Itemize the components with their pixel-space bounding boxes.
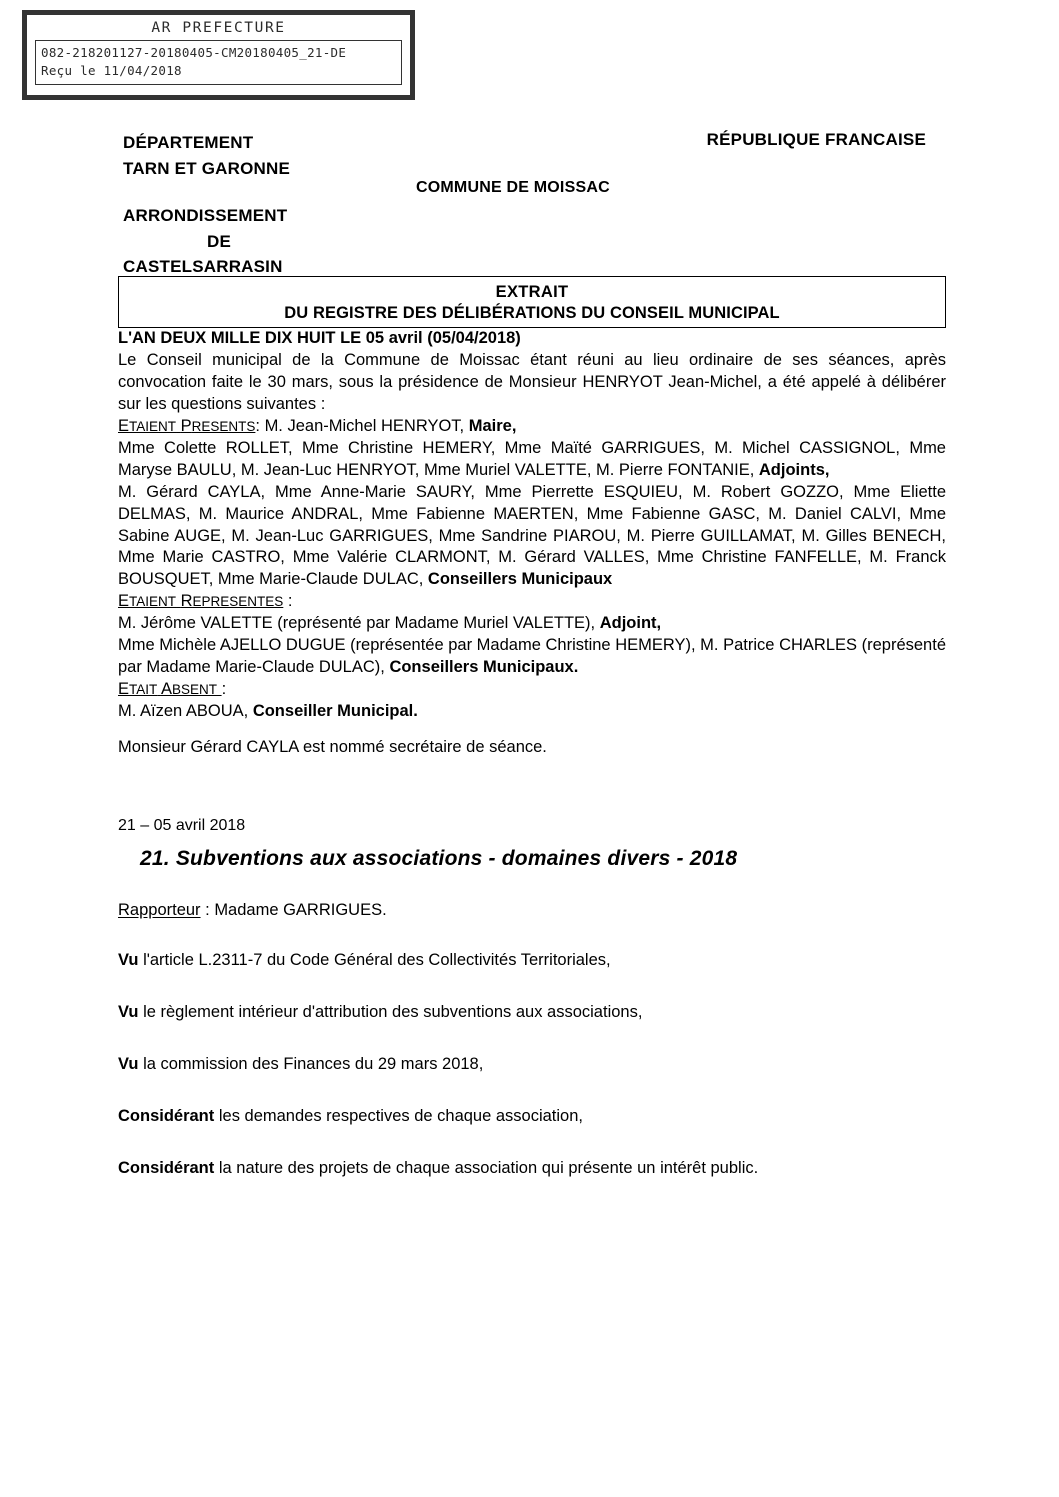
spacer-before-deliberation bbox=[118, 759, 946, 817]
absent-name: M. Aïzen ABOUA, bbox=[118, 702, 253, 720]
extrait-box bbox=[118, 276, 946, 328]
spacer-clause-0 bbox=[118, 972, 946, 1002]
arrondissement-label: ARRONDISSEMENT bbox=[123, 206, 288, 225]
department-name: TARN ET GARONNE bbox=[123, 158, 291, 178]
clause-0-text: l'article L.2311-7 du Code Général des Collectivités Territoriales, bbox=[138, 950, 611, 969]
arrondissement-name: CASTELSARRASIN bbox=[123, 257, 283, 276]
spacer-before-clauses bbox=[118, 920, 946, 950]
represented-name-1: M. Jérôme VALETTE (représenté par Madame Muriel VALETTE), bbox=[118, 614, 600, 633]
republic-label: RÉPUBLIQUE FRANCAISE bbox=[706, 130, 926, 149]
rapporteur-line bbox=[118, 901, 946, 920]
extrait-subheading: DU REGISTRE DES DÉLIBÉRATIONS DU CONSEIL MUNICIPAL bbox=[284, 303, 780, 322]
absent-line bbox=[118, 701, 946, 723]
masthead bbox=[118, 130, 946, 276]
represented-role-2: Conseillers Municipaux. bbox=[389, 658, 579, 677]
spacer-after-absent bbox=[118, 723, 946, 737]
clause-3-lead: Considérant bbox=[118, 1106, 215, 1125]
present-adjoints-paragraph bbox=[118, 438, 946, 482]
extrait-heading: EXTRAIT bbox=[495, 283, 569, 301]
clause-2 bbox=[118, 1054, 946, 1076]
secretary-line: Monsieur Gérard CAYLA est nommé secrétaire de séance. bbox=[118, 737, 547, 756]
represented-heading-suffix: : bbox=[283, 592, 293, 611]
clause-4-lead: Considérant bbox=[118, 1158, 215, 1177]
masthead-left-block bbox=[123, 130, 315, 280]
stamp-reference: 082-218201127-20180405-CM20180405_21-DE bbox=[41, 45, 347, 61]
present-mayor-role: Maire, bbox=[468, 416, 517, 435]
stamp-title: AR PREFECTURE bbox=[151, 20, 286, 36]
present-conseillers-names: M. Gérard CAYLA, Mme Anne-Marie SAURY, Mme Pierrette ESQUIEU, M. Robert GOZZO, Mme Eliette DELMAS, M. Maurice ANDRAL, Mme Fabienne MAERTEN, Mme Fabienne GASC, M. Daniel CALVI, Mme Sabine AUGE, M. Jean-Luc GARRIGUES, Mme Sandrine PIAROU, M. Pierre GUILLAMAT, M. Gilles BENECH, Mme Marie CASTRO, Mme Valérie CLARMONT, M. Gérard VALLES, Mme Christine FANFELLE, M. Franck BOUSQUET, Mme Marie-Claude DULAC, bbox=[118, 482, 946, 589]
represented-line-1 bbox=[118, 613, 946, 635]
clause-1-lead: Vu bbox=[118, 1002, 139, 1021]
clause-0 bbox=[118, 950, 946, 972]
rapporteur-value: : Madame GARRIGUES. bbox=[200, 900, 387, 919]
present-heading: ETAIENT PRESENTS bbox=[118, 416, 256, 435]
absent-heading: ETAIT ABSENT bbox=[118, 680, 217, 699]
document-page bbox=[118, 130, 946, 1180]
present-adjoints-names: Mme Colette ROLLET, Mme Christine HEMERY, Mme Maïté GARRIGUES, M. Michel CASSIGNOL, Mme Maryse BAULU, M. Jean-Luc HENRYOT, Mme Muriel VALETTE, M. Pierre FONTANIE, bbox=[118, 438, 946, 479]
present-heading-line bbox=[118, 416, 946, 438]
spacer-before-rapporteur bbox=[118, 871, 946, 901]
arrondissement-de: DE bbox=[206, 231, 232, 251]
clause-0-lead: Vu bbox=[118, 950, 139, 969]
deliberation-title: 21. Subventions aux associations - domaines divers - 2018 bbox=[140, 846, 738, 870]
absent-role: Conseiller Municipal. bbox=[252, 702, 418, 720]
spacer-clause-1 bbox=[118, 1024, 946, 1054]
spacer-clause-3 bbox=[118, 1128, 946, 1158]
clause-1 bbox=[118, 1002, 946, 1024]
spacer-clause-2 bbox=[118, 1076, 946, 1106]
present-mayor: M. Jean-Michel HENRYOT, bbox=[264, 416, 469, 435]
absent-heading-line bbox=[118, 679, 946, 701]
represented-role-1: Adjoint, bbox=[599, 614, 662, 633]
present-conseillers-role: Conseillers Municipaux bbox=[427, 570, 613, 589]
clause-4 bbox=[118, 1158, 946, 1180]
clause-2-lead: Vu bbox=[118, 1054, 139, 1073]
represented-name-2: Mme Michèle AJELLO DUGUE (représentée par Madame Christine HEMERY), M. Patrice CHARLES (représenté par Madame Marie-Claude DULAC), bbox=[118, 636, 946, 677]
stamp-received-date: Reçu le 11/04/2018 bbox=[41, 63, 182, 79]
present-adjoints-role: Adjoints, bbox=[758, 460, 830, 479]
present-conseillers-paragraph bbox=[118, 482, 946, 592]
clause-4-text: la nature des projets de chaque association qui présente un intérêt public. bbox=[214, 1158, 759, 1177]
absent-heading-suffix: : bbox=[221, 680, 227, 699]
represented-heading: ETAIENT REPRESENTES bbox=[118, 592, 284, 611]
represented-heading-line bbox=[118, 591, 946, 613]
clause-3-text: les demandes respectives de chaque association, bbox=[214, 1106, 583, 1125]
convocation-paragraph: Le Conseil municipal de la Commune de Moissac étant réuni au lieu ordinaire de ses séances, après convocation faite le 30 mars, sous la présidence de Monsieur HENRYOT Jean-Michel, a été appelé à délibérer sur les questions suivantes : bbox=[118, 351, 946, 413]
clause-3 bbox=[118, 1106, 946, 1128]
department-label: DÉPARTEMENT bbox=[123, 133, 254, 152]
ar-prefecture-stamp bbox=[22, 10, 415, 100]
deliberation-reference: 21 – 05 avril 2018 bbox=[118, 816, 246, 834]
present-mayor-separator: : bbox=[255, 416, 265, 435]
year-line: L'AN DEUX MILLE DIX HUIT LE 05 avril (05/04/2018) bbox=[118, 329, 521, 348]
commune-label: COMMUNE DE MOISSAC bbox=[416, 179, 610, 196]
rapporteur-label: Rapporteur bbox=[118, 900, 201, 919]
stamp-inner-box bbox=[35, 40, 402, 85]
clause-2-text: la commission des Finances du 29 mars 2018, bbox=[138, 1054, 484, 1073]
arrondissement-block bbox=[123, 203, 315, 280]
represented-line-2 bbox=[118, 635, 946, 679]
clause-1-text: le règlement intérieur d'attribution des subventions aux associations, bbox=[138, 1002, 643, 1021]
